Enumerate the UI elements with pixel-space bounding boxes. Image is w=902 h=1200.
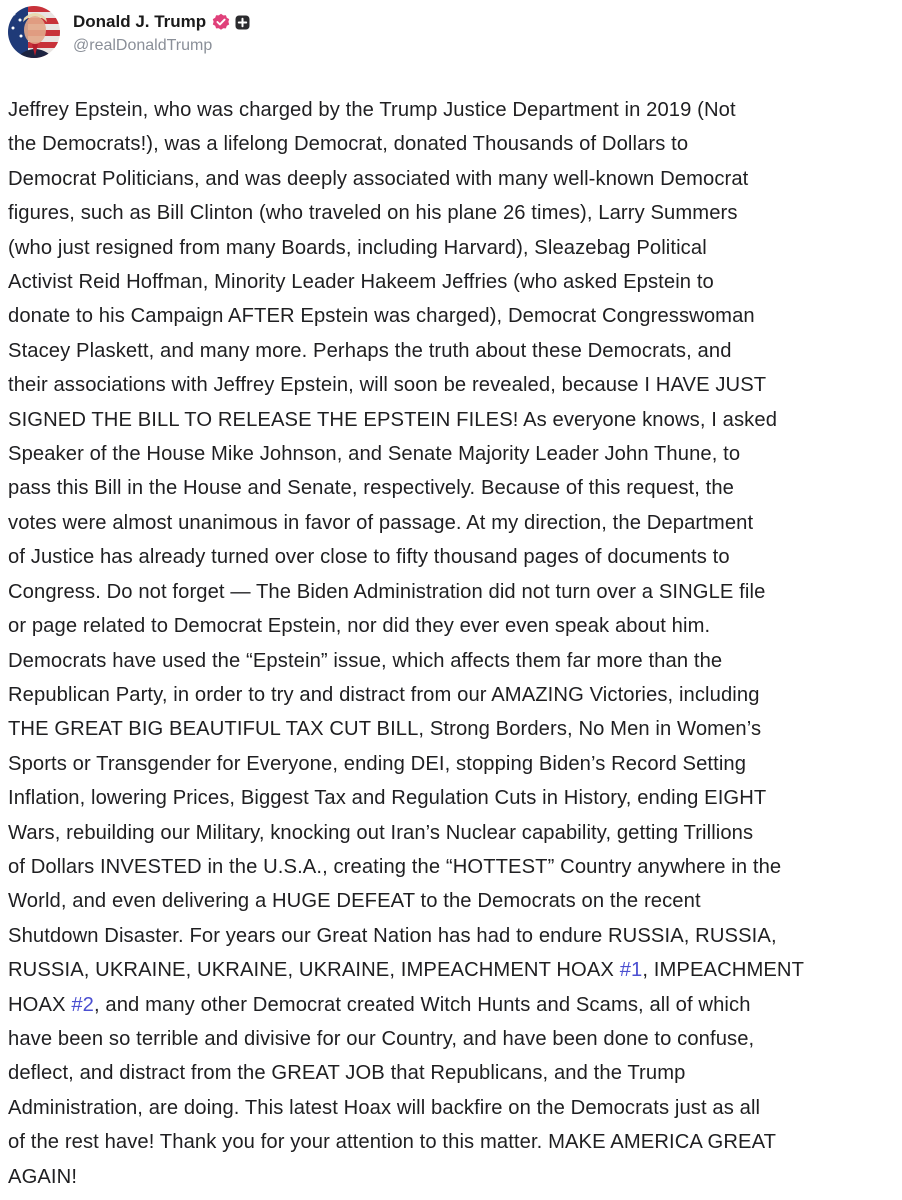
post-text-segment: Congress. Do not forget — The Biden Administration did not turn over a SINGLE file [8,580,766,603]
post-text-segment: Activist Reid Hoffman, Minority Leader Hakeem Jeffries (who asked Epstein to [8,271,714,294]
post-text-line [8,1125,898,1159]
post-text-line [8,988,898,1022]
post-text-line [8,609,898,643]
post-text-segment: Democrats have used the “Epstein” issue, which affects them far more than the [8,649,723,672]
post-text-segment: figures, such as Bill Clinton (who traveled on his plane 26 times), Larry Summers [8,202,738,225]
post-text-segment: Democrat Politicians, and was deeply associated with many well-known Democrat [8,167,749,190]
post-text-line [8,644,898,678]
post-text-segment: World, and even delivering a HUGE DEFEAT to the Democrats on the recent [8,890,701,913]
post-text-line [8,575,898,609]
name-row [73,10,250,34]
post-text-segment: or page related to Democrat Epstein, nor did they ever even speak about him. [8,615,711,638]
post-text-line [8,747,898,781]
post-text-line [8,334,898,368]
avatar-image [8,6,60,58]
hashtag-link[interactable]: #2 [71,993,94,1016]
post-text-line [8,540,898,574]
post-text-line [8,850,898,884]
post-text-line [8,162,898,196]
post-text-segment: RUSSIA, UKRAINE, UKRAINE, UKRAINE, IMPEACHMENT HOAX [8,959,620,982]
post-text-line [8,437,898,471]
post-text-segment: , and many other Democrat created Witch Hunts and Scams, all of which [93,993,751,1016]
post-text-segment: votes were almost unanimous in favor of passage. At my direction, the Department [8,511,754,534]
post-text-line [8,919,898,953]
post-text-segment: of the rest have! Thank you for your attention to this matter. MAKE AMERICA GREAT [8,1131,777,1154]
post-text-line [8,471,898,505]
post-text-segment: Jeffrey Epstein, who was charged by the Trump Justice Department in 2019 (Not [8,99,736,121]
post-text-segment: HOAX [8,993,72,1016]
post-text-segment: Sports or Transgender for Everyone, ending DEI, stopping Biden’s Record Setting [8,752,747,775]
post-text-line [8,196,898,230]
post-text-segment: Administration, are doing. This latest Hoax will backfire on the Democrats just as all [8,1096,761,1119]
author-display-name[interactable]: Donald J. Trump [73,12,207,31]
post-text-segment: (who just resigned from many Boards, including Harvard), Sleazebag Political [8,236,707,259]
post-text-segment: , IMPEACHMENT [642,959,805,982]
post-text-line [8,816,898,850]
post-text-line [8,403,898,437]
post-text-segment: of Justice has already turned over close to fifty thousand pages of documents to [8,546,730,569]
avatar[interactable] [8,6,60,58]
post-text-line [8,265,898,299]
post-body [8,93,898,1194]
post-text-line [8,678,898,712]
post-text-segment: Wars, rebuilding our Military, knocking out Iran’s Nuclear capability, getting Trillions [8,821,754,844]
post-text-segment: the Democrats!), was a lifelong Democrat, donated Thousands of Dollars to [8,133,689,156]
post-text-segment: of Dollars INVESTED in the U.S.A., creating the “HOTTEST” Country anywhere in the [8,855,782,878]
post-text-segment: AGAIN! [8,1165,78,1188]
post-text-segment: THE GREAT BIG BEAUTIFUL TAX CUT BILL, Strong Borders, No Men in Women’s [8,718,762,741]
post-text-segment: Republican Party, in order to try and distract from our AMAZING Victories, including [8,683,760,706]
hashtag-link[interactable]: #1 [619,959,643,982]
post-text-segment: Stacey Plaskett, and many more. Perhaps the truth about these Democrats, and [8,339,732,362]
post-text-line [8,1022,898,1056]
author-handle[interactable]: @realDonaldTrump [73,37,213,54]
post-text-line [8,1091,898,1125]
post-text-segment: Speaker of the House Mike Johnson, and Senate Majority Leader John Thune, to [8,443,741,466]
post-text-segment: their associations with Jeffrey Epstein, will soon be revealed, because I HAVE JUST [8,374,767,397]
post-text-line [8,299,898,333]
post-text-segment: deflect, and distract from the GREAT JOB that Republicans, and the Trump [8,1062,686,1085]
post-text-segment: SIGNED THE BILL TO RELEASE THE EPSTEIN FILES! As everyone knows, I asked [8,408,778,431]
post-text-line [8,127,898,161]
author-identity [73,10,250,55]
post-text-segment: Shutdown Disaster. For years our Great Nation has had to endure RUSSIA, RUSSIA, [8,924,777,947]
post-text-line [8,231,898,265]
post-text-line [8,93,898,127]
plus-square-icon [235,15,250,30]
post-text-line [8,1056,898,1090]
post-header [8,6,250,60]
post-text-line [8,506,898,540]
post-text-line [8,1160,898,1194]
post-text-segment: pass this Bill in the House and Senate, respectively. Because of this request, the [8,477,735,500]
post-text-line [8,712,898,746]
post-text-line [8,953,898,987]
post-text-line [8,368,898,402]
verified-badge-icon [212,13,230,31]
post-text-segment: Inflation, lowering Prices, Biggest Tax and Regulation Cuts in History, ending EIGHT [8,787,767,810]
post-text-segment: donate to his Campaign AFTER Epstein was charged), Democrat Congresswoman [8,305,755,328]
post-text-line [8,884,898,918]
post-text-line [8,781,898,815]
post-text-segment: have been so terrible and divisive for our Country, and have been done to confuse, [8,1027,755,1050]
